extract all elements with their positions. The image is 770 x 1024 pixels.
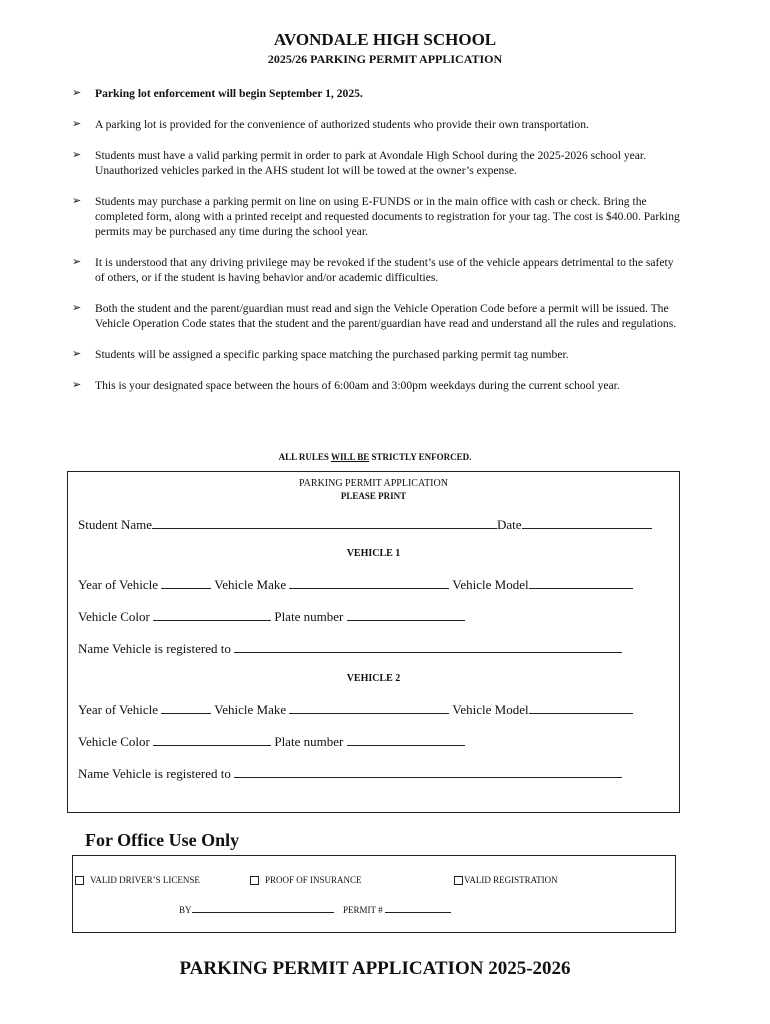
vehicle1-row3: Name Vehicle is registered to (78, 640, 622, 657)
permit-row: PERMIT # (343, 904, 451, 915)
arrow-bullet-icon: ➢ (72, 118, 82, 130)
registration-checkbox[interactable] (454, 876, 463, 885)
vehicle2-make-field[interactable] (289, 701, 449, 714)
form-heading: PARKING PERMIT APPLICATION (299, 478, 448, 489)
vehicle2-plate-field[interactable] (347, 733, 465, 746)
form-subtitle: 2025/26 PARKING PERMIT APPLICATION (267, 52, 503, 66)
student-name-row: Student Name Date (78, 516, 652, 533)
vehicle1-plate-field[interactable] (347, 608, 465, 621)
office-use-title: For Office Use Only (85, 830, 240, 850)
insurance-check-row: PROOF OF INSURANCE (250, 875, 362, 885)
vehicle1-row1: Year of Vehicle Vehicle Make Vehicle Model (78, 576, 633, 593)
permit-number-field[interactable] (385, 904, 451, 913)
vehicle1-year-field[interactable] (161, 576, 211, 589)
vehicle2-heading: VEHICLE 2 (346, 673, 401, 684)
school-title: AVONDALE HIGH SCHOOL (273, 30, 497, 49)
registration-check-row: VALID REGISTRATION (454, 875, 558, 885)
vehicle1-make-field[interactable] (289, 576, 449, 589)
arrow-bullet-icon: ➢ (72, 256, 82, 268)
rules-list (72, 86, 682, 409)
list-item: ➢ It is understood that any driving privilege may be revoked if the student’s use of the vehicle appears detrimental to the safety of others, or if the student is having behavior and/or academic difficulties. (72, 256, 674, 284)
print-instruction: PLEASE PRINT (340, 491, 407, 501)
footer-title: PARKING PERMIT APPLICATION 2025-2026 (179, 958, 571, 979)
vehicle1-registered-field[interactable] (234, 640, 622, 653)
arrow-bullet-icon: ➢ (72, 348, 82, 360)
license-checkbox[interactable] (75, 876, 84, 885)
date-field[interactable] (522, 516, 652, 529)
vehicle1-row2: Vehicle Color Plate number (78, 608, 465, 625)
vehicle2-color-field[interactable] (153, 733, 271, 746)
by-row: BY (179, 904, 334, 915)
arrow-bullet-icon: ➢ (72, 302, 82, 314)
arrow-bullet-icon: ➢ (72, 195, 82, 207)
list-item: ➢ A parking lot is provided for the convenience of authorized students who provide their own transportation. (72, 118, 589, 131)
list-item: ➢ Students will be assigned a specific parking space matching the purchased parking permit tag number. (72, 348, 569, 361)
list-item: ➢ Parking lot enforcement will begin September 1, 2025. (72, 87, 363, 100)
vehicle1-heading: VEHICLE 1 (346, 548, 401, 559)
office-use-box (72, 855, 676, 933)
arrow-bullet-icon: ➢ (72, 379, 82, 391)
vehicle2-row1: Year of Vehicle Vehicle Make Vehicle Model (78, 701, 633, 718)
list-item: ➢ Both the student and the parent/guardian must read and sign the Vehicle Operation Code before a permit will be issued. The Vehicle Operation Code states that the student and the parent/guardian have read and understand all the rules and regulations. (72, 302, 677, 330)
vehicle2-row3: Name Vehicle is registered to (78, 765, 622, 782)
vehicle1-color-field[interactable] (153, 608, 271, 621)
arrow-bullet-icon: ➢ (72, 149, 82, 161)
license-check-row: VALID DRIVER’S LICENSE (75, 875, 200, 885)
vehicle2-year-field[interactable] (161, 701, 211, 714)
list-item: ➢ Students must have a valid parking permit in order to park at Avondale High School during the 2025-2026 school year. Unauthorized vehicles parked in the AHS student lot will be towed at the owner’s expense. (72, 149, 647, 177)
student-name-field[interactable] (152, 516, 497, 529)
application-form (67, 471, 680, 813)
list-item: ➢ Students may purchase a parking permit on line on using E-FUNDS or in the main office with cash or check. Bring the completed form, along with a printed receipt and requested documents to registration for your tag. The cost is $40.00. Parking permits may be purchased any time during the school year. (72, 195, 680, 238)
vehicle1-model-field[interactable] (529, 576, 633, 589)
vehicle2-row2: Vehicle Color Plate number (78, 733, 465, 750)
insurance-checkbox[interactable] (250, 876, 259, 885)
list-item: ➢ This is your designated space between the hours of 6:00am and 3:00pm weekdays during the current school year. (72, 379, 620, 392)
by-field[interactable] (192, 904, 334, 913)
enforcement-notice: ALL RULES WILL BE STRICTLY ENFORCED. (278, 452, 472, 462)
arrow-bullet-icon: ➢ (72, 87, 82, 99)
vehicle2-model-field[interactable] (529, 701, 633, 714)
vehicle2-registered-field[interactable] (234, 765, 622, 778)
